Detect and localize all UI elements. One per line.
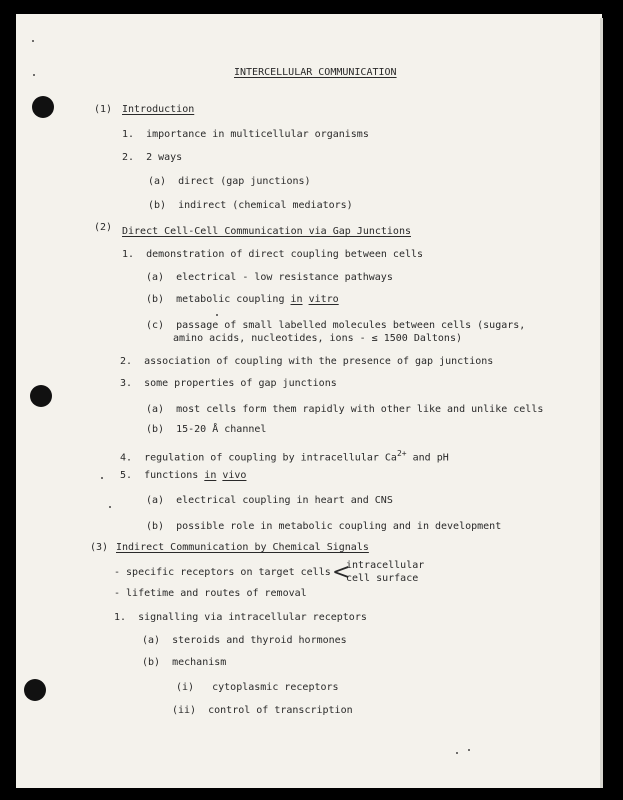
item: 1. demonstration of direct coupling between cells	[122, 249, 424, 260]
speck	[468, 749, 470, 751]
item: 4. regulation of coupling by intracellular $Ca^{2+}$ and pH	[120, 449, 449, 464]
item: 1. importance in multicellular organisms	[122, 129, 369, 140]
item: - lifetime and routes of removal	[114, 588, 307, 599]
item: (c) passage of small labelled molecules between cells (sugars,	[146, 320, 526, 331]
punch-hole-top	[32, 96, 54, 118]
brace-icon: <	[332, 560, 351, 585]
punch-hole-bottom	[24, 679, 46, 701]
speck	[109, 506, 111, 508]
item: cell surface	[346, 573, 419, 584]
item: (b) metabolic coupling in vitro	[146, 294, 339, 305]
speck	[32, 40, 34, 42]
section-1-title: Introduction	[122, 104, 195, 115]
section-2-number: (2)	[94, 222, 113, 233]
item: 5. functions in vivo	[120, 470, 247, 481]
section-3-title: Indirect Communication by Chemical Signals	[116, 542, 369, 553]
item: (a) electrical - low resistance pathways	[146, 272, 393, 283]
item: (b) indirect (chemical mediators)	[148, 200, 353, 211]
speck	[216, 314, 218, 316]
item: (b) 15-20 Å channel	[146, 424, 267, 435]
item: 3. some properties of gap junctions	[120, 378, 337, 389]
item: (b) mechanism	[142, 657, 227, 668]
item: (a) direct (gap junctions)	[148, 176, 311, 187]
speck	[456, 752, 458, 754]
item: (a) steroids and thyroid hormones	[142, 635, 347, 646]
item: amino acids, nucleotides, ions - ≤ 1500 Daltons)	[173, 333, 462, 344]
punch-hole-middle	[30, 385, 52, 407]
item: (ii) control of transcription	[172, 705, 353, 716]
item: (a) electrical coupling in heart and CNS	[146, 495, 393, 506]
item: 2. 2 ways	[122, 152, 183, 163]
item: 1. signalling via intracellular receptors	[114, 612, 367, 623]
page-edge	[600, 18, 603, 788]
item: (a) most cells form them rapidly with other like and unlike cells	[146, 404, 544, 415]
item: intracellular	[346, 560, 425, 571]
section-1-number: (1)	[94, 104, 113, 115]
item: 2. association of coupling with the presence of gap junctions	[120, 356, 494, 367]
speck	[33, 74, 35, 76]
item: (i) cytoplasmic receptors	[176, 682, 339, 693]
page-title: INTERCELLULAR COMMUNICATION	[234, 67, 397, 78]
section-3-number: (3)	[90, 542, 109, 553]
document-page	[16, 14, 602, 788]
speck	[101, 477, 103, 479]
item: (b) possible role in metabolic coupling and in development	[146, 521, 502, 532]
item: - specific receptors on target cells	[114, 567, 331, 578]
section-2-title: Direct Cell-Cell Communication via Gap Junctions	[122, 226, 411, 237]
